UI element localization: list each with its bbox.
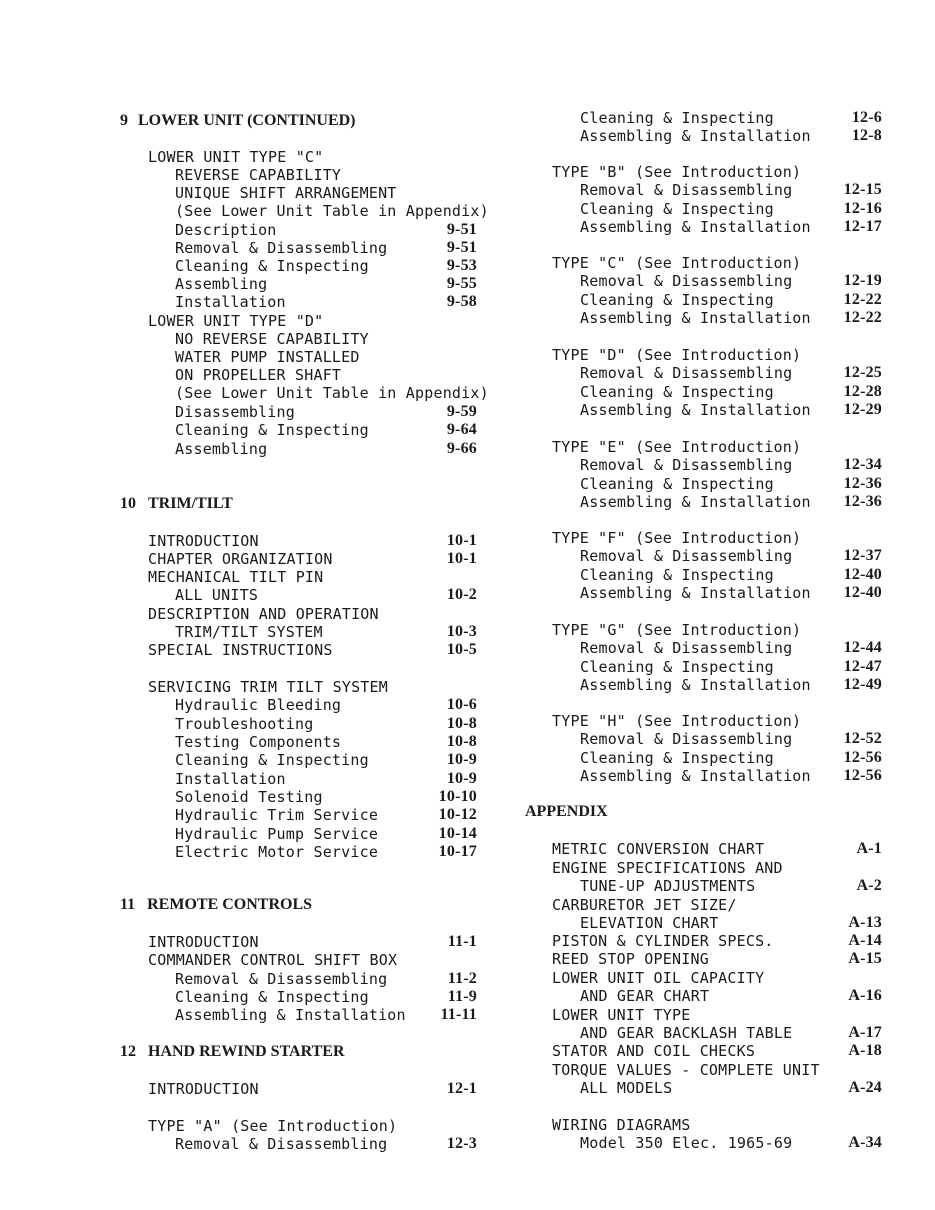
toc-entry-label: TYPE "A" (See Introduction) [148,1117,398,1135]
toc-entry [580,401,882,419]
toc-entry-label: Removal & Disassembling [580,364,793,382]
toc-entry-label: Assembling & Installation [580,676,811,694]
toc-entry-page: 10-14 [438,825,477,842]
toc-entry-label: Troubleshooting [175,715,314,733]
toc-entry [148,568,477,586]
toc-entry [580,493,882,511]
toc-entry-label: Assembling [175,275,268,293]
toc-entry-label: Cleaning & Inspecting [580,474,774,493]
toc-entry-page: 10-3 [446,623,477,640]
toc-entry [148,1117,477,1135]
toc-entry-label: LOWER UNIT TYPE "C" [148,148,324,166]
toc-entry-page: 12-22 [843,309,882,326]
toc-entry [552,840,882,858]
toc-entry [175,696,477,714]
toc-entry-label: Cleaning & Inspecting [175,988,369,1006]
toc-entry [148,933,477,951]
toc-entry-page: 9-53 [446,257,477,274]
toc-entry [580,1024,882,1042]
chapter-number: 12 [120,1043,136,1060]
toc-entry [175,970,477,988]
toc-entry [175,751,477,769]
toc-entry-label: LOWER UNIT OIL CAPACITY [552,969,765,987]
toc-entry [580,767,882,785]
toc-entry [148,550,477,568]
toc-entry-page: 9-51 [446,239,477,256]
starter-type-heading: TYPE "B" (See Introduction) [552,163,802,181]
toc-entry-label: INTRODUCTION [148,532,259,550]
toc-entry-label: AND GEAR CHART [580,987,710,1005]
toc-entry-label: LOWER UNIT TYPE "D" [148,312,324,330]
toc-entry-label: (See Lower Unit Table in Appendix) [175,384,489,402]
toc-entry [175,825,477,843]
toc-entry-label: Hydraulic Trim Service [175,806,379,824]
toc-entry [580,1079,882,1097]
toc-entry-page: 12-40 [843,565,882,583]
chapter-number: 9 [120,112,128,129]
toc-entry-page: A-15 [848,950,882,967]
toc-entry-label: UNIQUE SHIFT ARRANGEMENT [175,184,397,202]
toc-entry-label: Cleaning & Inspecting [175,751,369,769]
toc-entry-label: TORQUE VALUES - COMPLETE UNIT [552,1061,820,1079]
toc-entry [148,1080,477,1098]
toc-entry-page: 10-1 [446,532,477,549]
toc-entry-page: 11-9 [447,988,477,1005]
toc-entry [552,1042,882,1060]
toc-entry-page: A-1 [856,840,882,857]
toc-entry-label: CARBURETOR JET SIZE/ [552,896,737,914]
toc-entry [580,676,882,694]
toc-entry-label: CHAPTER ORGANIZATION [148,550,333,568]
toc-entry [552,932,882,950]
chapter-9-heading [120,112,356,130]
starter-type-heading: TYPE "G" (See Introduction) [552,621,802,639]
toc-entry-page: 9-55 [446,275,477,292]
toc-entry-label: Cleaning & Inspecting [580,382,774,401]
toc-entry [552,896,882,914]
toc-entry-label: STATOR AND COIL CHECKS [552,1042,756,1060]
toc-entry-label: (See Lower Unit Table in Appendix) [175,202,489,220]
toc-entry-label: Assembling & Installation [580,309,811,327]
toc-entry [148,532,477,550]
toc-entry-label: Hydraulic Pump Service [175,825,379,843]
toc-entry [580,364,882,382]
toc-entry [148,605,477,623]
toc-entry-label: Testing Components [175,733,342,751]
toc-entry-label: WIRING DIAGRAMS [552,1116,691,1134]
toc-entry-page: A-24 [848,1079,882,1096]
starter-type-heading: TYPE "C" (See Introduction) [552,254,802,272]
toc-entry [552,969,882,987]
toc-entry [552,859,882,877]
toc-entry [175,770,477,788]
toc-entry [175,788,477,806]
toc-entry [175,586,477,604]
toc-entry [580,200,882,218]
toc-entry-page: 9-64 [446,421,477,438]
toc-entry [580,584,882,602]
toc-entry [580,914,882,932]
toc-entry [580,749,882,767]
toc-entry [175,806,477,824]
toc-entry-page: 12-34 [843,456,882,473]
toc-entry-page: A-13 [848,914,882,931]
toc-entry [580,547,882,565]
toc-entry-page: 12-49 [843,676,882,693]
toc-entry [148,678,477,696]
toc-entry-page: 12-56 [843,767,882,784]
starter-type-heading: TYPE "H" (See Introduction) [552,712,802,730]
toc-entry-label: Cleaning & Inspecting [580,199,774,218]
toc-entry [580,1134,882,1152]
toc-entry [580,218,882,236]
appendix-heading: APPENDIX [525,803,608,820]
toc-entry-label: Electric Motor Service [175,843,379,861]
toc-entry-label: Removal & Disassembling [580,181,793,199]
toc-entry-label: Description [175,221,277,239]
toc-entry-label: Removal & Disassembling [175,970,388,988]
toc-entry-label: Solenoid Testing [175,788,323,806]
toc-entry-page: 12-1 [446,1080,477,1097]
toc-entry-page: 12-37 [843,547,882,564]
toc-entry [580,383,882,401]
chapter-title: REMOTE CONTROLS [147,896,313,913]
toc-entry [175,184,477,202]
toc-entry-label: Cleaning & Inspecting [580,657,774,676]
toc-entry-label: Assembling & Installation [580,767,811,785]
toc-entry-page: 12-15 [843,181,882,198]
toc-entry-page: A-2 [856,877,882,894]
toc-entry-page: 10-8 [446,733,477,750]
toc-entry [580,109,882,127]
toc-entry [148,641,477,659]
toc-entry-label: Cleaning & Inspecting [175,257,369,275]
toc-entry-label: TUNE-UP ADJUSTMENTS [580,877,756,895]
toc-entry-label: Removal & Disassembling [580,730,793,748]
toc-entry [175,421,477,439]
toc-entry [580,127,882,145]
toc-entry [580,730,882,748]
toc-entry-page: 10-9 [446,751,477,768]
toc-entry-label: Removal & Disassembling [580,456,793,474]
toc-entry-label: Assembling & Installation [580,401,811,419]
toc-entry-label: Assembling & Installation [580,218,811,236]
toc-entry-label: Removal & Disassembling [580,639,793,657]
toc-entry-page: 10-2 [446,586,477,603]
toc-entry-page: 12-36 [843,493,882,510]
toc-entry-page: A-17 [848,1024,882,1041]
toc-entry-label: MECHANICAL TILT PIN [148,568,324,586]
toc-entry-label: Assembling & Installation [580,493,811,511]
toc-entry-page: 10-1 [446,550,477,567]
toc-entry-label: DESCRIPTION AND OPERATION [148,605,379,623]
toc-entry [580,987,882,1005]
toc-entry-label: Disassembling [175,403,295,421]
toc-entry-page: 9-66 [446,440,477,457]
toc-entry-page: 12-47 [843,657,882,675]
toc-entry [552,1116,882,1134]
toc-entry [580,309,882,327]
toc-entry [175,623,477,641]
toc-entry-label: Assembling & Installation [580,584,811,602]
toc-entry [552,950,882,968]
toc-entry-label: REED STOP OPENING [552,950,709,968]
toc-entry-page: 12-36 [843,474,882,492]
toc-entry [580,877,882,895]
toc-entry-page: A-18 [848,1042,882,1059]
toc-entry [148,148,477,166]
toc-entry-page: A-34 [848,1134,882,1151]
toc-entry-page: 12-56 [843,748,882,766]
starter-type-heading: TYPE "E" (See Introduction) [552,438,802,456]
toc-entry-label: Removal & Disassembling [175,239,388,257]
toc-entry-page: 12-16 [843,199,882,217]
toc-entry-label: PISTON & CYLINDER SPECS. [552,932,774,950]
toc-entry [175,275,477,293]
toc-entry-page: 9-59 [446,403,477,420]
chapter-title: HAND REWIND STARTER [148,1043,345,1060]
toc-entry-label: Removal & Disassembling [580,272,793,290]
toc-entry-label: TRIM/TILT SYSTEM [175,623,323,641]
toc-entry [175,715,477,733]
toc-entry [580,291,882,309]
toc-entry-page: 12-52 [843,730,882,747]
toc-entry [175,733,477,751]
toc-entry-page: A-14 [848,932,882,949]
chapter-number: 10 [120,495,136,512]
toc-entry [175,293,477,311]
toc-entry-label: INTRODUCTION [148,1080,259,1098]
toc-entry-page: 12-3 [446,1135,477,1152]
toc-entry [580,475,882,493]
starter-type-heading: TYPE "D" (See Introduction) [552,346,802,364]
toc-entry [175,366,477,384]
toc-entry [175,1135,477,1153]
toc-entry-label: SPECIAL INSTRUCTIONS [148,641,333,659]
toc-entry [175,202,489,220]
toc-entry-page: 10-10 [438,788,477,805]
toc-entry-label: ALL MODELS [580,1079,673,1097]
toc-entry-label: AND GEAR BACKLASH TABLE [580,1024,793,1042]
toc-entry-label: Cleaning & Inspecting [580,748,774,767]
toc-entry-label: Model 350 Elec. 1965-69 [580,1134,793,1152]
toc-entry-page: 12-40 [843,584,882,601]
toc-entry-page: 10-9 [446,770,477,787]
toc-entry-label: Hydraulic Bleeding [175,696,342,714]
toc-entry-label: Cleaning & Inspecting [580,565,774,584]
starter-type-heading: TYPE "F" (See Introduction) [552,529,802,547]
toc-entry-label: ENGINE SPECIFICATIONS AND [552,859,783,877]
toc-entry-label: Cleaning & Inspecting [175,421,369,439]
toc-entry-page: A-16 [848,987,882,1004]
chapter-number: 11 [120,896,136,913]
toc-entry-label: Removal & Disassembling [175,1135,388,1153]
toc-entry-page: 11-2 [447,970,477,987]
toc-entry [148,951,477,969]
toc-entry-page: 9-58 [446,293,477,310]
toc-entry-label: Installation [175,293,286,311]
toc-entry-label: ALL UNITS [175,586,259,604]
toc-entry [175,403,477,421]
toc-entry [175,1006,477,1024]
toc-entry [580,181,882,199]
toc-entry [580,658,882,676]
toc-entry [175,440,477,458]
chapter-title: LOWER UNIT (CONTINUED) [138,112,356,129]
toc-entry [175,257,477,275]
toc-entry [175,166,477,184]
toc-entry-label: Installation [175,770,286,788]
toc-entry-page: 10-17 [438,843,477,860]
toc-entry-label: Assembling & Installation [580,127,811,145]
chapter-11-heading [120,896,312,914]
toc-entry-label: WATER PUMP INSTALLED [175,348,360,366]
toc-entry-page: 12-6 [851,109,882,126]
toc-entry-label: METRIC CONVERSION CHART [552,840,765,858]
chapter-12-heading [120,1043,345,1061]
toc-entry-page: 10-5 [446,641,477,658]
toc-entry-page: 12-28 [843,382,882,400]
toc-entry-label: Assembling [175,440,268,458]
toc-entry-page: 10-12 [438,806,477,823]
toc-entry-label: SERVICING TRIM TILT SYSTEM [148,678,388,696]
toc-entry-label: Assembling & Installation [175,1006,406,1024]
toc-entry-label: Cleaning & Inspecting [580,109,774,127]
toc-entry-page: 10-8 [446,715,477,732]
toc-entry-label: NO REVERSE CAPABILITY [175,330,369,348]
toc-entry-page: 12-29 [843,401,882,418]
toc-entry [175,384,489,402]
toc-entry-page: 10-6 [446,696,477,713]
toc-entry-page: 12-22 [843,290,882,308]
toc-entry [175,330,477,348]
chapter-10-heading [120,495,233,513]
toc-entry-page: 12-44 [843,639,882,656]
toc-entry-label: INTRODUCTION [148,933,259,951]
toc-entry [580,456,882,474]
toc-entry-page: 11-1 [447,933,477,950]
toc-entry [552,1061,882,1079]
chapter-title: TRIM/TILT [148,495,233,512]
toc-entry [148,312,477,330]
toc-entry [175,239,477,257]
toc-entry-page: 12-17 [843,218,882,235]
toc-entry [552,1006,882,1024]
toc-entry [175,221,477,239]
toc-entry-label: LOWER UNIT TYPE [552,1006,691,1024]
toc-entry-label: Removal & Disassembling [580,547,793,565]
toc-entry-label: ELEVATION CHART [580,914,719,932]
toc-entry [175,348,477,366]
toc-entry [580,639,882,657]
toc-entry-page: 12-8 [851,127,882,144]
toc-entry-label: ON PROPELLER SHAFT [175,366,342,384]
toc-entry-label: COMMANDER CONTROL SHIFT BOX [148,951,398,969]
toc-entry [580,272,882,290]
toc-entry-page: 12-25 [843,364,882,381]
toc-entry-page: 11-11 [440,1006,477,1023]
toc-entry [175,843,477,861]
toc-entry-label: Cleaning & Inspecting [580,290,774,309]
toc-entry-page: 12-19 [843,272,882,289]
toc-entry [175,988,477,1006]
toc-entry [580,566,882,584]
toc-entry-label: REVERSE CAPABILITY [175,166,342,184]
toc-entry-page: 9-51 [446,221,477,238]
